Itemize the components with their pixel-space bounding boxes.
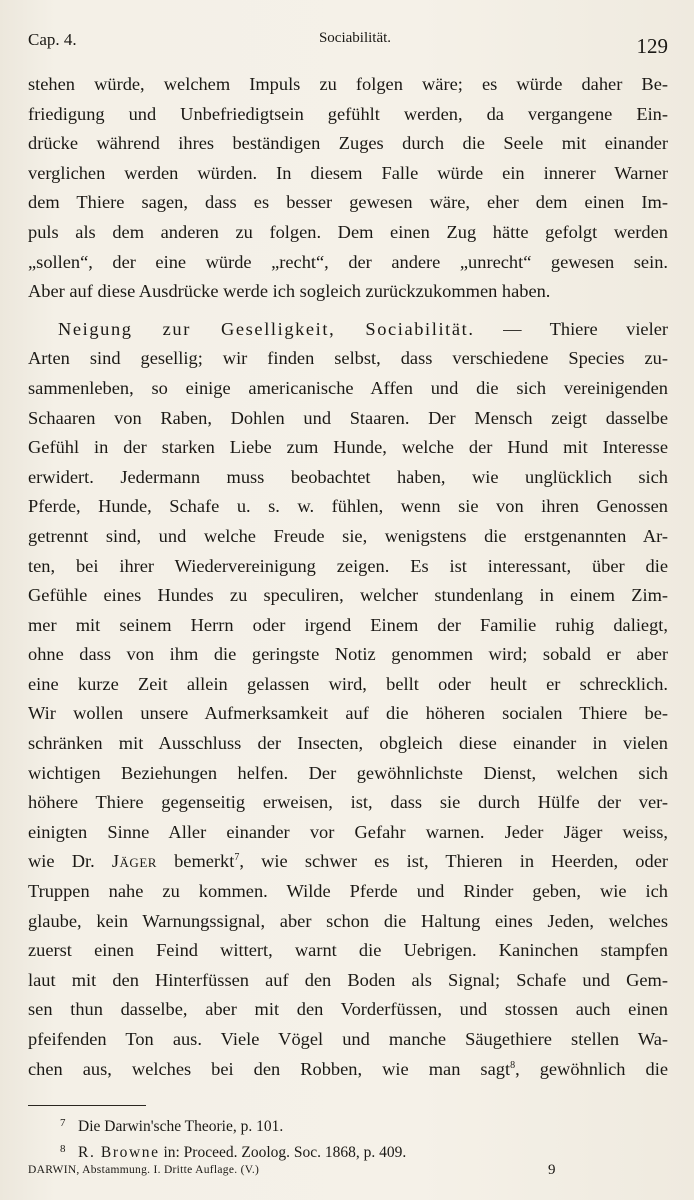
author-name: Jäger <box>111 851 157 872</box>
text-line: verglichen werden würden. In diesem Falle würde ein innerer Warner <box>28 162 668 183</box>
text-line: höhere Thiere gegenseitig erweisen, ist, dass sie durch Hülfe der ver- <box>28 792 668 813</box>
text-line: Truppen nahe zu kommen. Wilde Pferde und Rinder geben, wie ich <box>28 881 668 902</box>
footnote-7 <box>28 1112 668 1138</box>
footnote-ref-8[interactable]: 8 <box>510 1059 516 1071</box>
text-fragment: wie Dr. <box>28 851 95 872</box>
text-line <box>28 315 668 345</box>
body-text <box>28 70 668 1084</box>
text-line: laut mit den Hinterfüssen auf den Boden als Signal; Schafe und Gem- <box>28 969 668 990</box>
text-line: Pferde, Hunde, Schafe u. s. w. fühlen, wenn sie von ihren Genossen <box>28 496 668 517</box>
text-line: Aber auf diese Ausdrücke werde ich sogleich zurückzukommen haben. <box>28 281 551 302</box>
footnote-ref-7[interactable]: 7 <box>234 852 240 864</box>
text-line: schränken mit Ausschluss der Insecten, obgleich diese einander in vielen <box>28 733 668 754</box>
text-line: ohne dass von ihm die geringste Notiz genommen wird; sobald er aber <box>28 644 668 665</box>
text-line: dem Thiere sagen, dass es besser gewesen wäre, eher dem einen Im- <box>28 192 668 213</box>
footnote-text: Die Darwin'sche Theorie, p. 101. <box>78 1118 284 1135</box>
paragraph-1 <box>28 70 668 307</box>
footnote-8 <box>28 1138 668 1164</box>
footnote-rule <box>28 1105 146 1106</box>
text-line: Schaaren von Raben, Dohlen und Staaren. Der Mensch zeigt dasselbe <box>28 407 668 428</box>
text-line: „sollen“, der eine würde „recht“, der andere „unrecht“ gewesen sein. <box>28 251 668 272</box>
footnotes <box>28 1112 668 1164</box>
paragraph-gap <box>28 307 668 315</box>
text-line: erwidert. Jedermann muss beobachtet haben, wie unglücklich sich <box>28 466 668 487</box>
text-line: Wir wollen unsere Aufmerksamkeit auf die höheren socialen Thiere be- <box>28 703 668 724</box>
text-line: Arten sind gesellig; wir finden selbst, dass verschiedene Species zu- <box>28 348 668 369</box>
text-line: mer mit seinem Herrn oder irgend Einem der Familie ruhig daliegt, <box>28 614 668 635</box>
text-line: Gefühle eines Hundes zu speculiren, welcher stundenlang in einem Zim- <box>28 585 668 606</box>
text-line: zuerst einen Feind wittert, warnt die Uebrigen. Kaninchen stampfen <box>28 940 668 961</box>
footnote-mark: 7 <box>60 1117 66 1129</box>
text-line: eine kurze Zeit allein gelassen wird, bellt oder heult er schrecklich. <box>28 673 668 694</box>
section-heading: Neigung zur Geselligkeit, Sociabilität. <box>58 318 475 339</box>
text-line: stehen würde, welchem Impuls zu folgen wäre; es würde daher Be- <box>28 74 668 94</box>
text-line: ten, bei ihrer Wiedervereinigung zeigen. Es ist interessant, über die <box>28 555 668 576</box>
footnote-mark: 8 <box>60 1143 66 1155</box>
text-line: sammenleben, so einige americanische Affen und die sich vereinigenden <box>28 377 668 398</box>
chapter-label: Cap. 4. <box>28 30 77 49</box>
text-line: sen thun dasselbe, aber mit den Vorderfüssen, und stossen auch einen <box>28 999 668 1020</box>
printer-signature: DARWIN, Abstammung. I. Dritte Auflage. (V.) <box>28 1164 260 1176</box>
page-number: 129 <box>636 34 668 58</box>
paragraph-2 <box>28 315 668 1084</box>
text-line: Gefühl in der starken Liebe zum Hunde, welche der Hund mit Interesse <box>28 437 668 458</box>
text-line <box>28 847 668 877</box>
sheet-number: 9 <box>548 1162 556 1178</box>
text-fragment: , wie schwer es ist, Thieren in Heerden, oder <box>239 851 668 872</box>
text-line: getrennt sind, und welche Freude sie, wenigstens die erstgenannten Ar- <box>28 525 668 546</box>
text-line: puls als dem anderen zu folgen. Dem einen Zug hätte gefolgt werden <box>28 221 668 242</box>
text-fragment: chen aus, welches bei den Robben, wie man sagt <box>28 1058 511 1079</box>
footnote-author: R. Browne <box>78 1144 160 1161</box>
text-line: glaube, kein Warnungssignal, aber schon die Haltung eines Jeden, welches <box>28 910 668 931</box>
text-fragment: — Thiere vieler <box>503 318 668 339</box>
footnote-text: in: Proceed. Zoolog. Soc. 1868, p. 409. <box>159 1144 407 1161</box>
text-line: einigten Sinne Aller einander vor Gefahr warnen. Jeder Jäger weiss, <box>28 821 668 842</box>
text-line: pfeifenden Ton aus. Viele Vögel und manche Säugethiere stellen Wa- <box>28 1029 668 1049</box>
text-fragment: bemerkt <box>174 851 235 872</box>
running-head <box>28 22 668 62</box>
text-line: drücke während ihres beständigen Zuges durch die Seele mit einander <box>28 133 668 154</box>
text-line <box>28 1055 668 1085</box>
text-fragment: , gewöhnlich die <box>515 1058 668 1079</box>
text-line: wichtigen Beziehungen helfen. Der gewöhnlichste Dienst, welchen sich <box>28 762 668 783</box>
section-title: Sociabilität. <box>318 30 392 46</box>
text-line: friedigung und Unbefriedigtsein gefühlt werden, da vergangene Ein- <box>28 103 668 124</box>
